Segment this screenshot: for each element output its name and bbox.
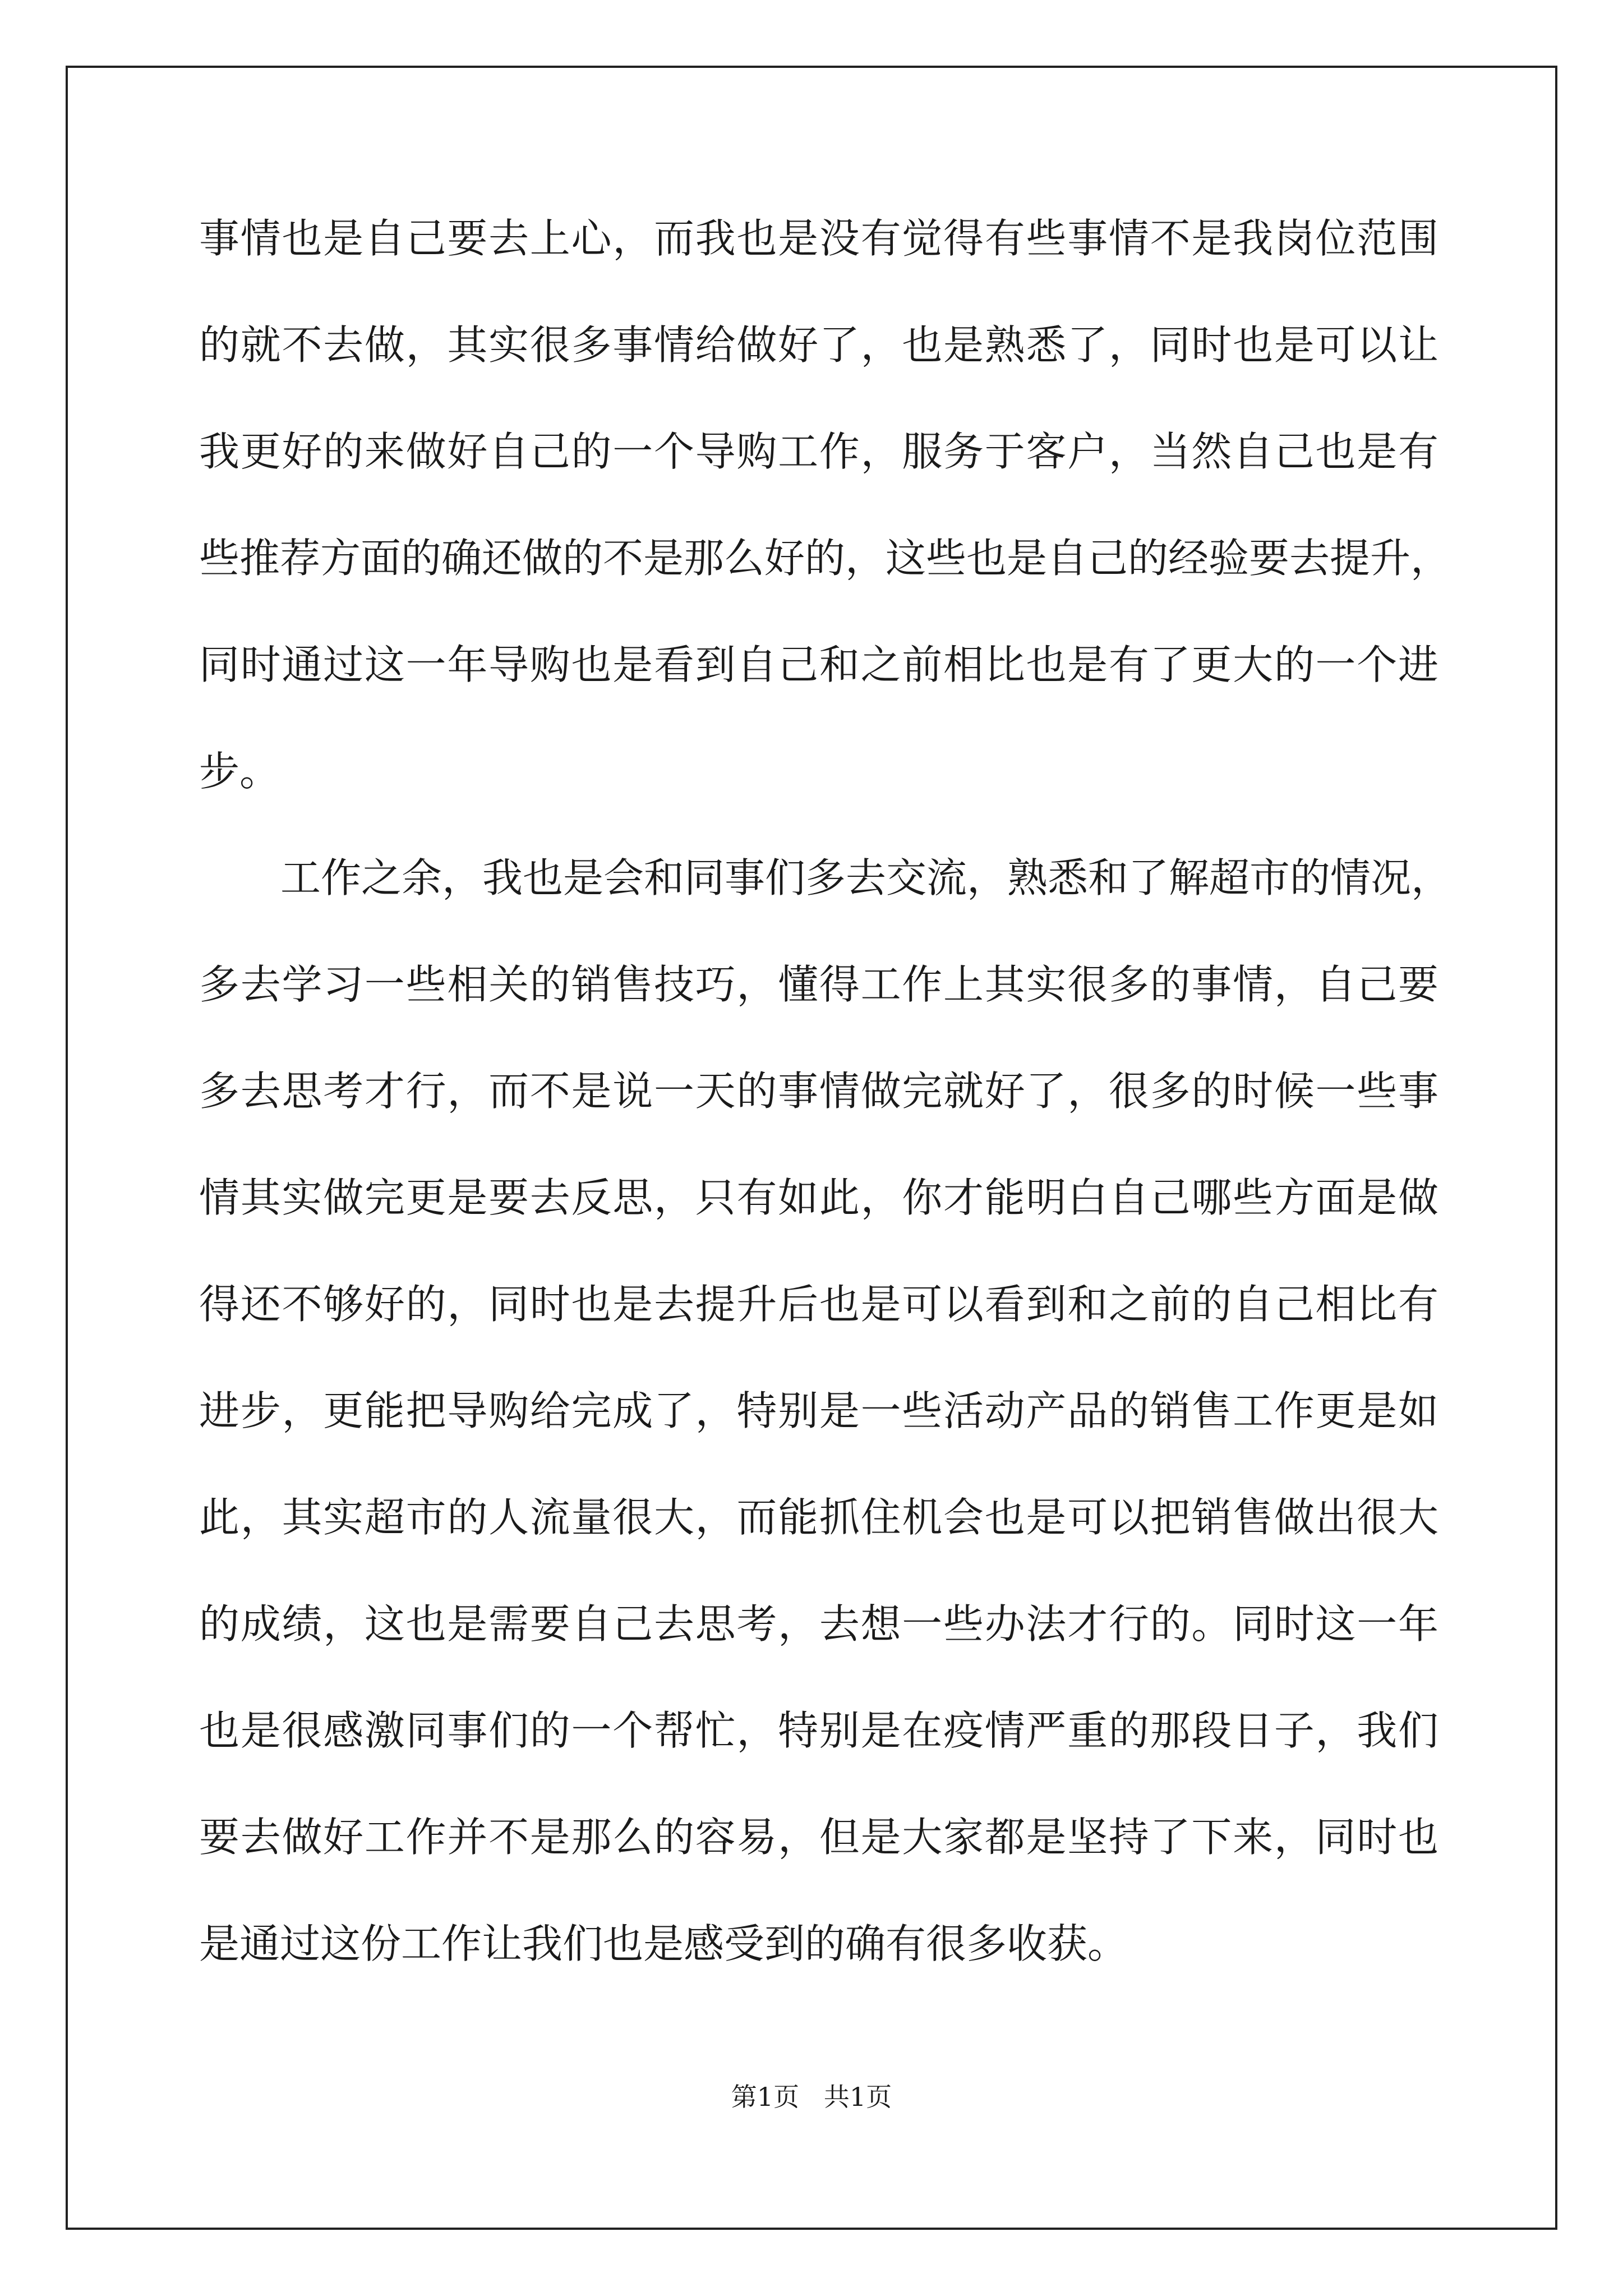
text-line: 些推荐方面的确还做的不是那么好的，这些也是自己的经验要去提升， xyxy=(199,535,1451,582)
text-line: 进步，更能把导购给完成了，特别是一些活动产品的销售工作更是如 xyxy=(199,1387,1438,1434)
text-line: 多去思考才行，而不是说一天的事情做完就好了，很多的时候一些事 xyxy=(199,1068,1438,1115)
text-line: 情其实做完更是要去反思，只有如此，你才能明白自己哪些方面是做 xyxy=(199,1174,1438,1221)
text-line: 的就不去做，其实很多事情给做好了，也是熟悉了，同时也是可以让 xyxy=(199,321,1438,369)
text-line: 是通过这份工作让我们也是感受到的确有很多收获。 xyxy=(199,1920,1128,1967)
text-line: 事情也是自己要去上心，而我也是没有觉得有些事情不是我岗位范围 xyxy=(199,215,1438,262)
text-line: 同时通过这一年导购也是看到自己和之前相比也是有了更大的一个进 xyxy=(199,641,1438,688)
text-line: 多去学习一些相关的销售技巧，懂得工作上其实很多的事情，自己要 xyxy=(199,961,1438,1008)
text-line: 要去做好工作并不是那么的容易，但是大家都是坚持了下来，同时也 xyxy=(199,1814,1438,1861)
page-number-footer: 第1页 共1页 xyxy=(731,2082,892,2112)
text-line: 也是很感激同事们的一个帮忙，特别是在疫情严重的那段日子，我们 xyxy=(199,1707,1438,1754)
paragraph-first-line: 工作之余，我也是会和同事们多去交流，熟悉和了解超市的情况， xyxy=(280,854,1452,901)
text-line: 步。 xyxy=(199,748,280,795)
text-line: 的成绩，这也是需要自己去思考，去想一些办法才行的。同时这一年 xyxy=(199,1600,1438,1648)
text-line: 我更好的来做好自己的一个导购工作，服务于客户，当然自己也是有 xyxy=(199,428,1438,475)
text-line: 此，其实超市的人流量很大，而能抓住机会也是可以把销售做出很大 xyxy=(199,1494,1438,1541)
text-line: 得还不够好的，同时也是去提升后也是可以看到和之前的自己相比有 xyxy=(199,1281,1438,1328)
